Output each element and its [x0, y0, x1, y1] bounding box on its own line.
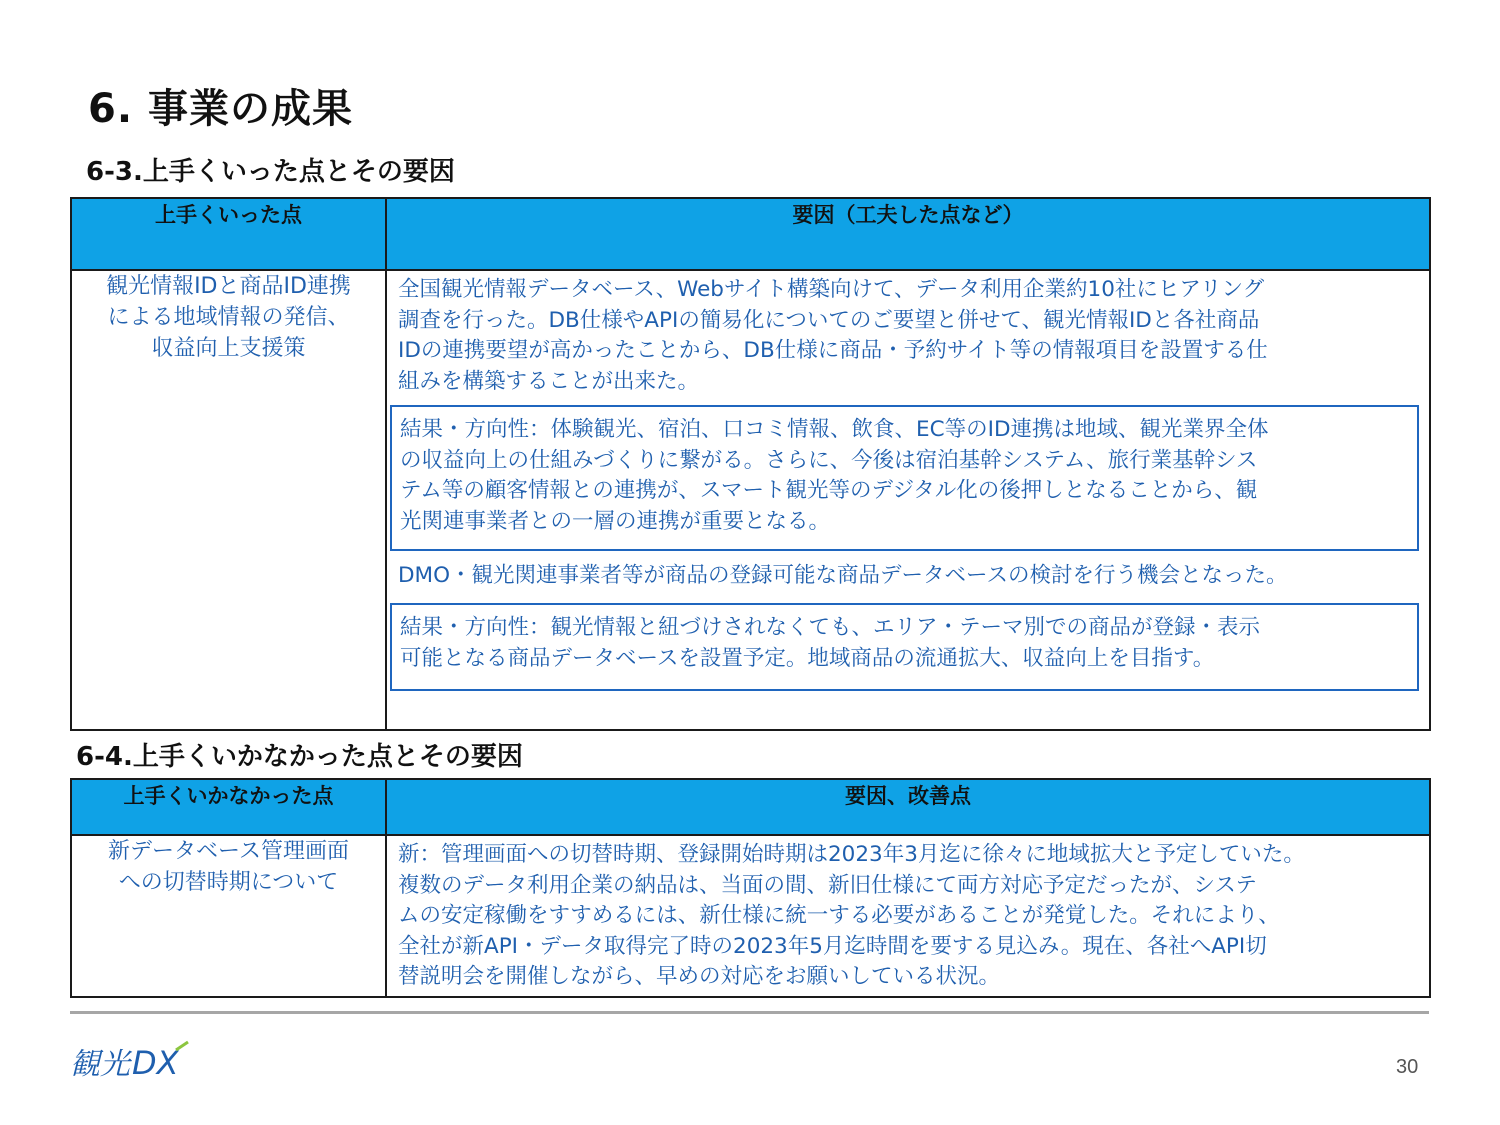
result-direction-box-2	[390, 603, 1419, 691]
success-factor-cell	[386, 270, 1430, 730]
section-heading-success: 6-3.上手くいった点とその要因	[86, 157, 455, 187]
text-line: 替説明会を開催しながら、早めの対応をお願いしている状況。	[398, 964, 1001, 989]
result-direction-box-1	[390, 405, 1419, 551]
success-table	[70, 197, 1431, 731]
text-line: 調査を行った。DB仕様やAPIの簡易化についてのご要望と併せて、観光情報IDと各社商品	[398, 307, 1260, 333]
text-line: 光関連事業者との一層の連携が重要となる。	[400, 508, 831, 534]
issues-right-header: 要因、改善点	[386, 779, 1430, 835]
text-line: 全国観光情報データベース、Webサイト構築向けて、データ利用企業約10社にヒアリング	[398, 277, 1265, 302]
text-line: 結果・方向性：体験観光、宿泊、口コミ情報、飲食、EC等のID連携は地域、観光業界全体	[400, 417, 1269, 442]
issues-factor-cell	[386, 835, 1430, 997]
success-item-cell	[71, 270, 386, 730]
text-line: 組みを構築することが出来た。	[398, 368, 700, 394]
success-item-line: 観光情報IDと商品ID連携	[106, 274, 351, 299]
success-right-header: 要因（工夫した点など）	[386, 198, 1430, 270]
success-paragraph-1	[387, 271, 1429, 399]
page-title: 6. 事業の成果	[88, 86, 353, 132]
success-paragraph-2: DMO・観光関連事業者等が商品の登録可能な商品データベースの検討を行う機会となった。	[398, 563, 1288, 588]
kanko-dx-logo	[70, 1040, 195, 1082]
text-line: ムの安定稼働をすすめるには、新仕様に統一する必要があることが発覚した。それにより、	[398, 903, 1280, 928]
issues-left-header: 上手くいかなかった点	[71, 779, 386, 835]
text-line: テム等の顧客情報との連携が、スマート観光等のデジタル化の後押しとなることから、観	[400, 478, 1258, 503]
success-item-line: 収益向上支援策	[151, 336, 306, 361]
footer-divider	[70, 1011, 1429, 1014]
success-left-header: 上手くいった点	[71, 198, 386, 270]
logo-kanji-text: 観光	[70, 1047, 130, 1082]
text-line: 結果・方向性：観光情報と紐づけされなくても、エリア・テーマ別での商品が登録・表示	[400, 615, 1261, 640]
section-heading-issues: 6-4.上手くいかなかった点とその要因	[76, 742, 523, 772]
text-line: 複数のデータ利用企業の納品は、当面の間、新旧仕様にて両方対応予定だったが、システ	[398, 872, 1257, 898]
text-line: の収益向上の仕組みづくりに繋がる。さらに、今後は宿泊基幹システム、旅行業基幹シス	[400, 447, 1258, 473]
issues-item-line: 新データベース管理画面	[108, 839, 349, 864]
issues-item-line: への切替時期について	[118, 870, 339, 895]
page-number: 30	[1396, 1056, 1419, 1078]
issues-item-cell	[71, 835, 386, 997]
logo-dx-text: DX	[132, 1044, 179, 1082]
issues-paragraph	[387, 836, 1429, 993]
text-line: 新：管理画面への切替時期、登録開始時期は2023年3月迄に徐々に地域拡大と予定していた。	[398, 842, 1305, 867]
text-line: 可能となる商品データベースを設置予定。地域商品の流通拡大、収益向上を目指す。	[400, 645, 1215, 671]
issues-table	[70, 778, 1431, 998]
success-item-line: による地域情報の発信、	[107, 305, 350, 330]
text-line: 全社が新API・データ取得完了時の2023年5月迄時間を要する見込み。現在、各社へAPI切	[398, 933, 1267, 959]
text-line: IDの連携要望が高かったことから、DB仕様に商品・予約サイト等の情報項目を設置する仕	[398, 338, 1268, 363]
